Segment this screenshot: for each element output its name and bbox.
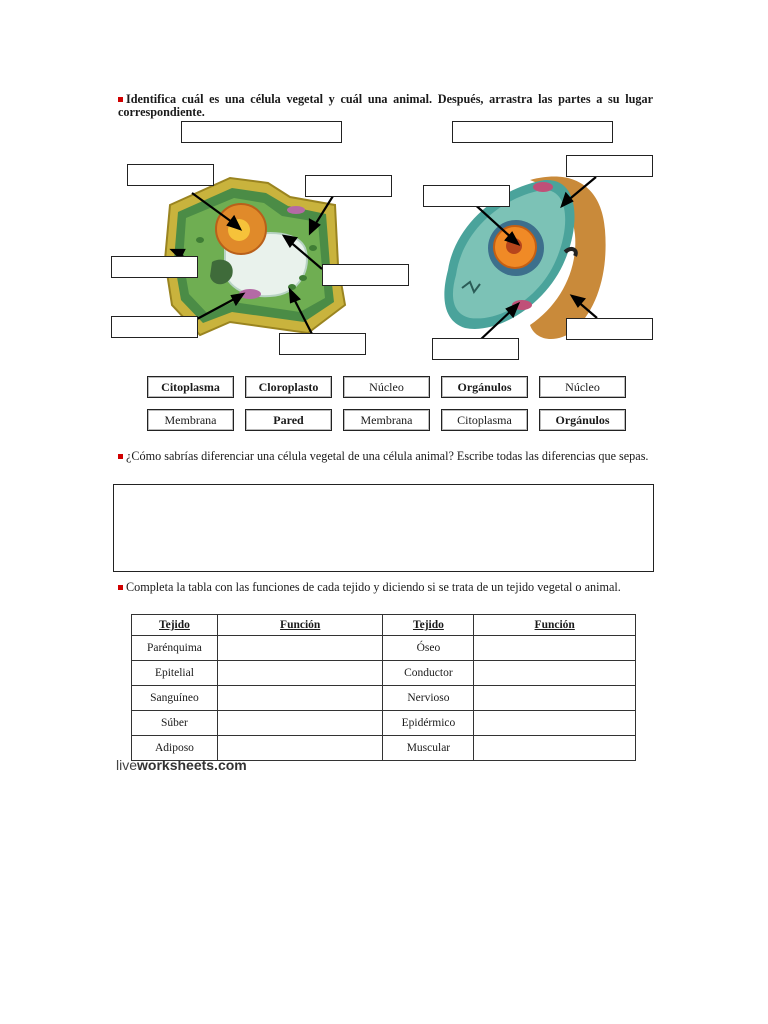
word-tile[interactable]: Cloroplasto [245, 376, 332, 398]
tissue-name-cell: Parénquima [132, 636, 218, 661]
word-tile[interactable]: Membrana [343, 409, 430, 431]
plant-label-box-3[interactable] [111, 256, 198, 278]
word-tile[interactable]: Membrana [147, 409, 234, 431]
word-tile[interactable]: Orgánulos [539, 409, 626, 431]
word-tile[interactable]: Núcleo [539, 376, 626, 398]
animal-label-box-3[interactable] [566, 318, 653, 340]
word-tile[interactable]: Orgánulos [441, 376, 528, 398]
word-tile[interactable]: Pared [245, 409, 332, 431]
column-header: Tejido [132, 615, 218, 636]
table-row [132, 686, 636, 711]
plant-label-box-5[interactable] [111, 316, 198, 338]
question-2: ¿Cómo sabrías diferenciar una célula vegetal de una célula animal? Escribe todas las diferencias que sepas. [118, 450, 653, 463]
column-header: Función [474, 615, 636, 636]
animal-label-box-2[interactable] [566, 155, 653, 177]
tissue-name-cell: Adiposo [132, 736, 218, 761]
function-input-cell[interactable] [474, 736, 636, 761]
function-input-cell[interactable] [217, 711, 383, 736]
tissue-name-cell: Nervioso [383, 686, 474, 711]
tissue-name-cell: Súber [132, 711, 218, 736]
plant-label-box-1[interactable] [127, 164, 214, 186]
table-header-row [132, 615, 636, 636]
plant-label-box-2[interactable] [305, 175, 392, 197]
liveworksheets-logo: liveworksheets.com [116, 757, 247, 773]
animal-label-box-4[interactable] [432, 338, 519, 360]
column-header: Función [217, 615, 383, 636]
column-header: Tejido [383, 615, 474, 636]
word-tile[interactable]: Citoplasma [441, 409, 528, 431]
bullet-icon [118, 585, 123, 590]
function-input-cell[interactable] [217, 661, 383, 686]
function-input-cell[interactable] [474, 686, 636, 711]
table-row [132, 636, 636, 661]
animal-label-box-1[interactable] [423, 185, 510, 207]
function-input-cell[interactable] [474, 661, 636, 686]
function-input-cell[interactable] [217, 686, 383, 711]
word-tile[interactable]: Núcleo [343, 376, 430, 398]
table-row [132, 661, 636, 686]
word-tile[interactable]: Citoplasma [147, 376, 234, 398]
function-input-cell[interactable] [217, 636, 383, 661]
bullet-icon [118, 454, 123, 459]
tissue-name-cell: Óseo [383, 636, 474, 661]
tissue-name-cell: Sanguíneo [132, 686, 218, 711]
question-3: Completa la tabla con las funciones de cada tejido y diciendo si se trata de un tejido vegetal o animal. [118, 581, 643, 594]
differences-answer-box[interactable] [113, 484, 654, 572]
tissue-name-cell: Epidérmico [383, 711, 474, 736]
tissue-name-cell: Muscular [383, 736, 474, 761]
function-input-cell[interactable] [474, 636, 636, 661]
tissue-table [131, 614, 636, 761]
function-input-cell[interactable] [474, 711, 636, 736]
table-row [132, 711, 636, 736]
tissue-name-cell: Conductor [383, 661, 474, 686]
tissue-name-cell: Epitelial [132, 661, 218, 686]
plant-label-box-4[interactable] [322, 264, 409, 286]
question-1: Identifica cuál es una célula vegetal y cuál una animal. Después, arrastra las partes a su lugar correspondiente. [118, 92, 653, 119]
plant-label-box-6[interactable] [279, 333, 366, 355]
